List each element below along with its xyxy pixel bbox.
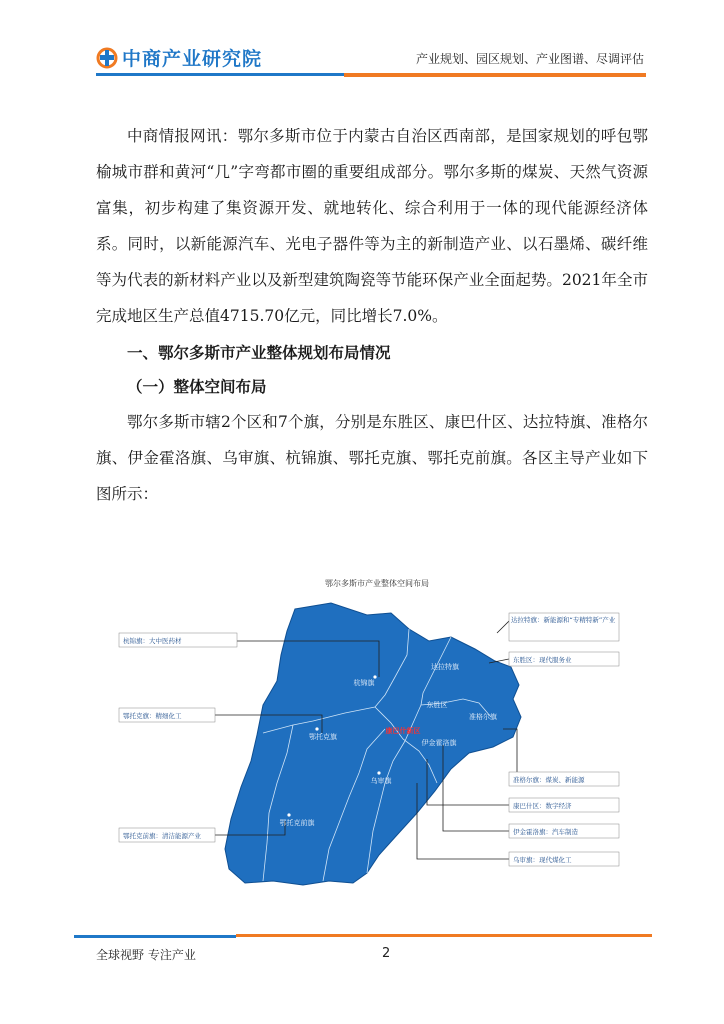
region-label-hangjin: 杭锦旗: [353, 679, 375, 687]
header-tagline: 产业规划、园区规划、产业图谱、尽调评估: [415, 52, 644, 66]
region-label-kangbashi: 康巴什新区: [385, 727, 421, 735]
callout-zhungeer: 准格尔旗：煤炭、新能源: [513, 776, 585, 784]
header-divider-blue: [96, 73, 344, 76]
region-label-etuoke: 鄂托克旗: [309, 733, 337, 741]
page-header: [0, 0, 724, 90]
ordos-boundary: [225, 603, 521, 885]
region-label-dalate: 达拉特旗: [431, 663, 459, 671]
brand-logo-icon: [96, 47, 118, 69]
region-dot: [287, 813, 290, 816]
region-label-zhungeer: 准格尔旗: [469, 713, 497, 721]
region-label-dongsheng: 东胜区: [426, 701, 448, 709]
region-label-etuokeqian: 鄂托克前旗: [279, 819, 315, 827]
region-label-yijinhuoluo: 伊金霍洛旗: [421, 739, 457, 747]
industry-layout-map: [117, 573, 627, 898]
callout-hangjin: 杭锦旗：大中医药材: [123, 637, 182, 645]
page-number: 2: [382, 946, 391, 961]
region-dot: [315, 727, 318, 730]
callout-yijinhuoluo: 伊金霍洛旗：汽车制造: [513, 828, 578, 836]
subsection-heading: （一）整体空间布局: [127, 378, 267, 396]
callout-etuoke: 鄂托克旗：精细化工: [123, 712, 182, 720]
callout-etuokeqian: 鄂托克前旗：清洁能源产业: [123, 832, 201, 840]
callout-dongsheng: 东胜区：现代服务业: [513, 656, 572, 664]
section-heading: 一、鄂尔多斯市产业整体规划布局情况: [127, 344, 391, 362]
footer-divider-blue: [74, 935, 236, 938]
map-figure: [117, 573, 627, 898]
map-title: 鄂尔多斯市产业整体空间布局: [325, 579, 429, 588]
region-label-wushen: 乌审旗: [370, 777, 392, 785]
article-body: [96, 118, 648, 512]
brand-name: 中商产业研究院: [122, 48, 263, 70]
callout-wushen: 乌审旗：现代煤化工: [513, 856, 572, 864]
header-divider-orange: [344, 73, 646, 77]
callout-dalate: 达拉特旗：新能源和“专精特新”产业: [511, 616, 616, 624]
callout-dalate-wrap: [511, 615, 617, 641]
region-dot: [373, 675, 376, 678]
footer-divider-orange: [236, 934, 652, 937]
region-dot: [377, 771, 380, 774]
footer-slogan: 全球视野 专注产业: [96, 948, 196, 962]
intro-paragraph: 中商情报网讯：鄂尔多斯市位于内蒙古自治区西南部，是国家规划的呼包鄂榆城市群和黄河“几”字弯都市圈的重要组成部分。鄂尔多斯的煤炭、天然气资源富集，初步构建了集资源开发、就地转化、综合利用于一体的现代能源经济体系。同时，以新能源汽车、光电子器件等为主的新制造产业、以石墨烯、碳纤维等为代表的新材料产业以及新型建筑陶瓷等节能环保产业全面起势。2021年全市完成地区生产总值4715.70亿元，同比增长7.0%。: [96, 127, 648, 325]
callout-kangbashi: 康巴什区：数字经济: [513, 802, 572, 810]
districts-paragraph: 鄂尔多斯市辖2个区和7个旗，分别是东胜区、康巴什区、达拉特旗、准格尔旗、伊金霍洛旗、乌审旗、杭锦旗、鄂托克旗、鄂托克前旗。各区主导产业如下图所示：: [96, 413, 648, 503]
brand-logo: [96, 44, 262, 71]
